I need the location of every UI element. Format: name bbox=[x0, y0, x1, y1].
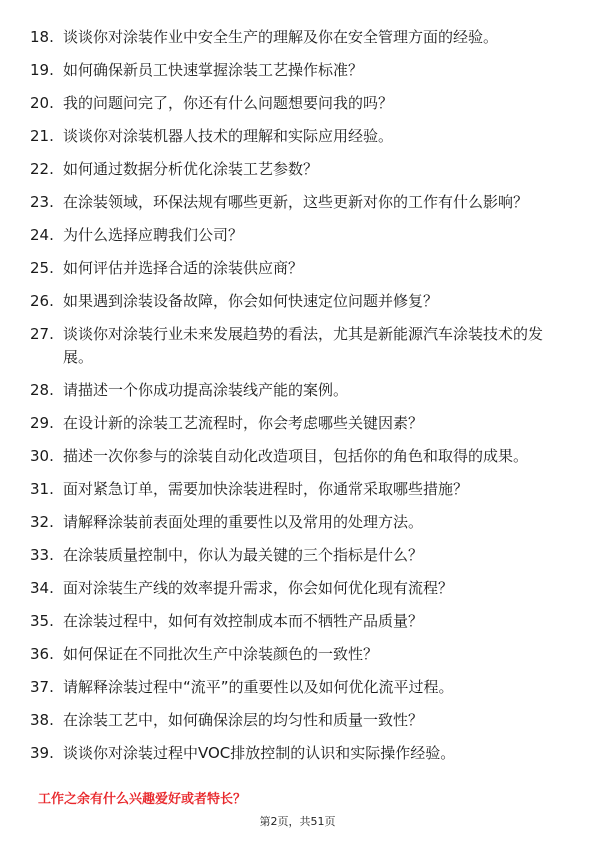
question-number: 39. bbox=[30, 744, 54, 762]
question-text: 谈谈你对涂装行业未来发展趋势的看法，尤其是新能源汽车涂装技术的发展。 bbox=[63, 325, 544, 366]
question-item bbox=[30, 478, 570, 501]
question-text: 我的问题问完了，你还有什么问题想要问我的吗？ bbox=[63, 94, 394, 112]
question-item bbox=[30, 224, 570, 247]
page-footer: 第2页，共51页 bbox=[259, 815, 336, 828]
question-item bbox=[30, 610, 570, 633]
question-item bbox=[30, 257, 570, 280]
question-text: 在涂装质量控制中，你认为最关键的三个指标是什么？ bbox=[63, 546, 424, 564]
question-item bbox=[30, 544, 570, 567]
section-title: 工作之余有什么兴趣爱好或者特长？ bbox=[38, 792, 247, 807]
question-number: 25. bbox=[30, 259, 54, 277]
question-text: 请解释涂装过程中“流平”的重要性以及如何优化流平过程。 bbox=[63, 678, 454, 696]
question-text: 为什么选择应聘我们公司？ bbox=[63, 226, 244, 244]
question-item bbox=[30, 290, 570, 313]
question-number: 18. bbox=[30, 28, 54, 46]
question-text: 在涂装工艺中，如何确保涂层的均匀性和质量一致性？ bbox=[63, 711, 424, 729]
question-text: 谈谈你对涂装作业中安全生产的理解及你在安全管理方面的经验。 bbox=[63, 28, 499, 46]
question-text: 如果遇到涂装设备故障，你会如何快速定位问题并修复？ bbox=[63, 292, 439, 310]
question-text: 请解释涂装前表面处理的重要性以及常用的处理方法。 bbox=[63, 513, 424, 531]
question-text: 谈谈你对涂装过程中VOC排放控制的认识和实际操作经验。 bbox=[63, 744, 456, 762]
question-item bbox=[30, 379, 570, 402]
question-item bbox=[30, 191, 570, 214]
question-text: 如何评估并选择合适的涂装供应商？ bbox=[63, 259, 304, 277]
question-text: 如何确保新员工快速掌握涂装工艺操作标准？ bbox=[63, 61, 364, 79]
question-number: 19. bbox=[30, 61, 54, 79]
question-item bbox=[30, 125, 570, 148]
question-number: 29. bbox=[30, 414, 54, 432]
question-item bbox=[30, 445, 570, 468]
question-item bbox=[30, 643, 570, 666]
question-text: 谈谈你对涂装机器人技术的理解和实际应用经验。 bbox=[63, 127, 394, 145]
question-item bbox=[30, 742, 570, 765]
question-item bbox=[30, 323, 570, 369]
question-number: 35. bbox=[30, 612, 54, 630]
question-number: 38. bbox=[30, 711, 54, 729]
question-text: 面对紧急订单，需要加快涂装进程时，你通常采取哪些措施？ bbox=[63, 480, 469, 498]
question-text: 面对涂装生产线的效率提升需求，你会如何优化现有流程？ bbox=[63, 579, 454, 597]
question-number: 36. bbox=[30, 645, 54, 663]
question-item bbox=[30, 26, 570, 49]
question-item bbox=[30, 709, 570, 732]
question-text: 如何保证在不同批次生产中涂装颜色的一致性？ bbox=[63, 645, 379, 663]
question-text: 在涂装领域，环保法规有哪些更新，这些更新对你的工作有什么影响？ bbox=[63, 193, 529, 211]
question-number: 30. bbox=[30, 447, 54, 465]
question-item bbox=[30, 59, 570, 82]
question-item bbox=[30, 511, 570, 534]
question-item bbox=[30, 676, 570, 699]
question-number: 27. bbox=[30, 325, 54, 343]
question-number: 37. bbox=[30, 678, 54, 696]
question-item bbox=[30, 92, 570, 115]
question-list bbox=[30, 26, 570, 775]
question-number: 32. bbox=[30, 513, 54, 531]
question-item bbox=[30, 577, 570, 600]
question-number: 20. bbox=[30, 94, 54, 112]
question-number: 31. bbox=[30, 480, 54, 498]
question-number: 34. bbox=[30, 579, 54, 597]
question-number: 22. bbox=[30, 160, 54, 178]
question-number: 21. bbox=[30, 127, 54, 145]
question-number: 33. bbox=[30, 546, 54, 564]
question-item bbox=[30, 412, 570, 435]
question-text: 请描述一个你成功提高涂装线产能的案例。 bbox=[63, 381, 349, 399]
question-text: 在设计新的涂装工艺流程时，你会考虑哪些关键因素？ bbox=[63, 414, 424, 432]
question-number: 23. bbox=[30, 193, 54, 211]
question-number: 24. bbox=[30, 226, 54, 244]
question-number: 26. bbox=[30, 292, 54, 310]
question-text: 在涂装过程中，如何有效控制成本而不牺牲产品质量？ bbox=[63, 612, 424, 630]
question-text: 如何通过数据分析优化涂装工艺参数？ bbox=[63, 160, 319, 178]
question-number: 28. bbox=[30, 381, 54, 399]
question-text: 描述一次你参与的涂装自动化改造项目，包括你的角色和取得的成果。 bbox=[63, 447, 529, 465]
question-item bbox=[30, 158, 570, 181]
